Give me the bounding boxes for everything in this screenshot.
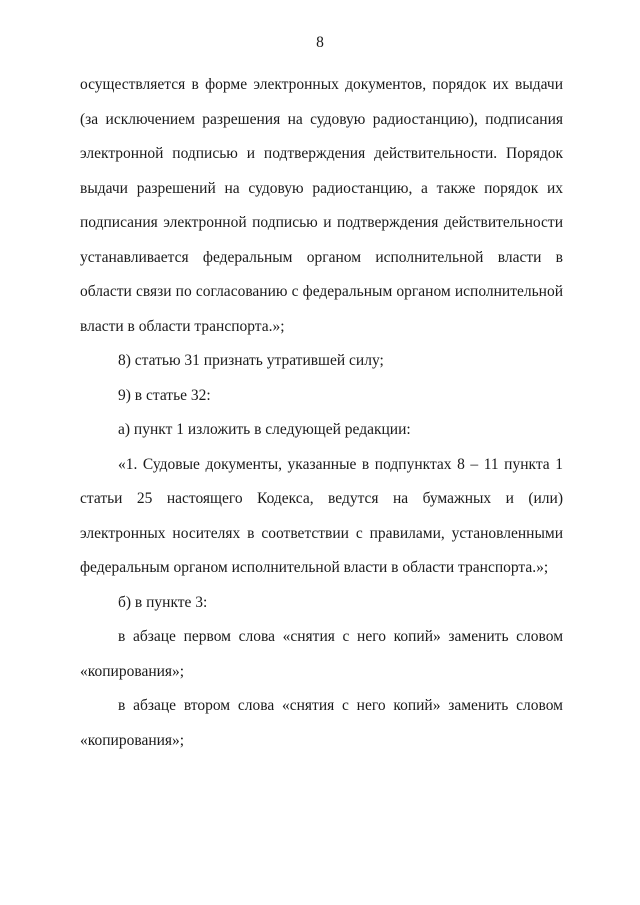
paragraph-subitem-b: б) в пункте 3: <box>118 593 208 611</box>
page-number: 8 <box>316 34 324 51</box>
document-body <box>80 68 563 758</box>
paragraph-continuation: осуществляется в форме электронных документов, порядок их выдачи (за исключением разрешения на судовую радиостанцию), подписания электронной подписью и подтверждения действительности. Порядок выдачи разрешений на судовую радиостанцию, а также порядок их подписания электронной подписью и подтверждения действительности устанавливается федеральным органом исполнительной власти в области связи по согласованию с федеральным органом исполнительной власти в области транспорта.»; <box>80 76 563 335</box>
paragraph-item-9: 9) в статье 32: <box>118 386 211 404</box>
paragraph-quoted-clause: «1. Судовые документы, указанные в подпунктах 8 – 11 пункта 1 статьи 25 настоящего Кодекса, ведутся на бумажных и (или) электронных носителях в соответствии с правилами, установленными федеральным органом исполнительной власти в области транспорта.»; <box>80 455 563 576</box>
paragraph-subitem-a: а) пункт 1 изложить в следующей редакции: <box>118 421 411 438</box>
paragraph-second-abzac: в абзаце втором слова «снятия с него копий» заменить словом «копирования»; <box>80 697 563 749</box>
paragraph-item-8: 8) статью 31 признать утратившей силу; <box>118 352 384 369</box>
paragraph-first-abzac: в абзаце первом слова «снятия с него копий» заменить словом «копирования»; <box>80 628 563 680</box>
